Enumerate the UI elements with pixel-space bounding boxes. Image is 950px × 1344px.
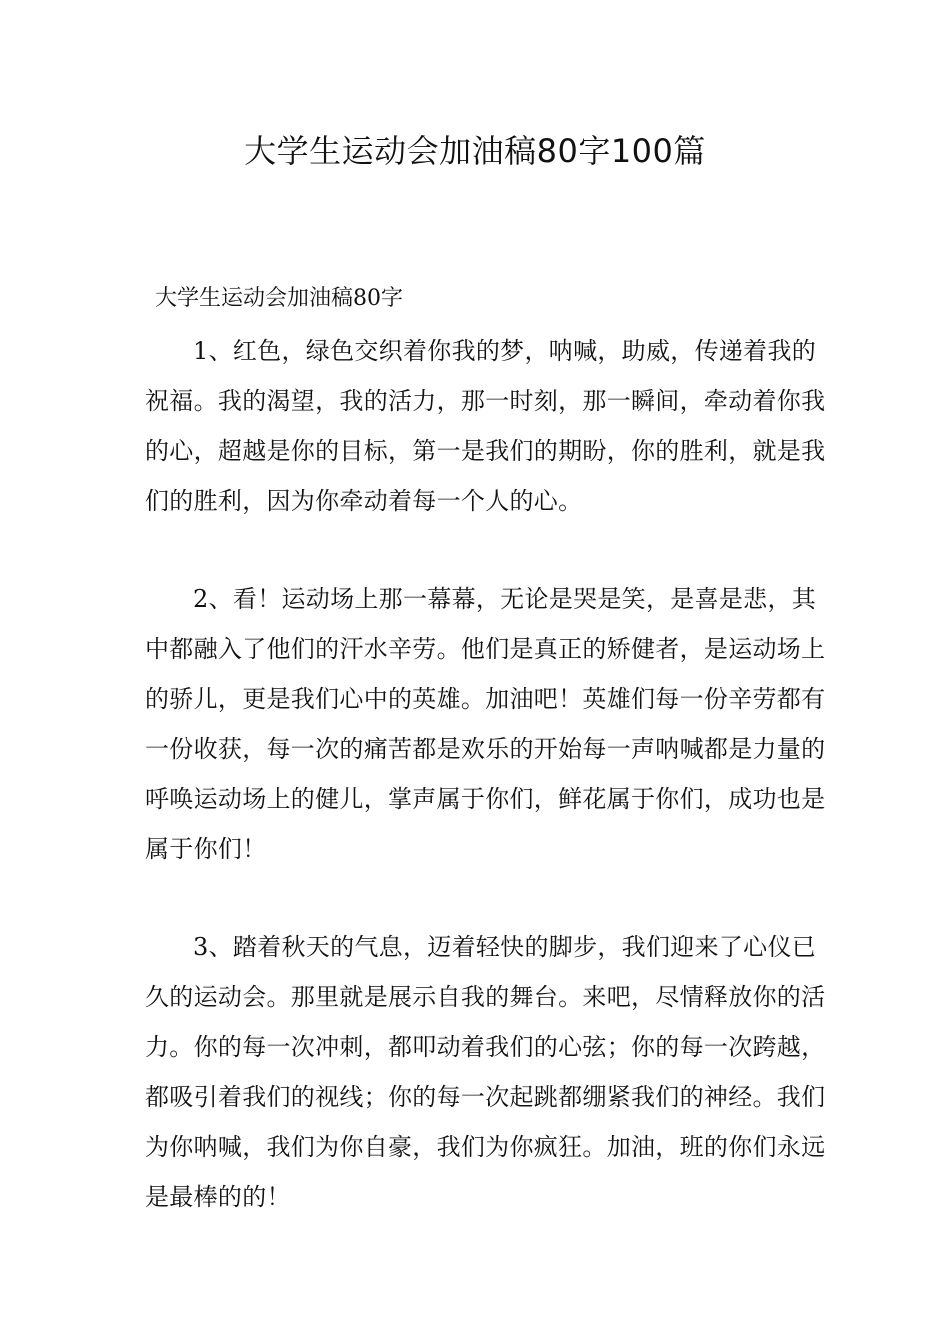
section-heading: 大学生运动会加油稿80字	[155, 286, 403, 311]
document-title: 大学生运动会加油稿80字100篇	[244, 132, 706, 170]
paragraph-1: 1、红色，绿色交织着你我的梦，呐喊，助威，传递着我的祝福。我的渴望，我的活力，那一时刻，那一瞬间，牵动着你我的心，超越是你的目标，第一是我们的期盼，你的胜利，就是我们的胜利，因为你牵动着每一个人的心。	[145, 337, 826, 515]
paragraph-2: 2、看！运动场上那一幕幕，无论是哭是笑，是喜是悲，其中都融入了他们的汗水辛劳。他们是真正的矫健者，是运动场上的骄儿，更是我们心中的英雄。加油吧！英雄们每一份辛劳都有一份收获，每一次的痛苦都是欢乐的开始每一声呐喊都是力量的呼唤运动场上的健儿，掌声属于你们，鲜花属于你们，成功也是属于你们！	[145, 585, 826, 863]
paragraph-3: 3、踏着秋天的气息，迈着轻快的脚步，我们迎来了心仪已久的运动会。那里就是展示自我的舞台。来吧，尽情释放你的活力。你的每一次冲刺，都叩动着我们的心弦；你的每一次跨越，都吸引着我们的视线；你的每一次起跳都绷紧我们的神经。我们为你呐喊，我们为你自豪，我们为你疯狂。加油，班的你们永远是最棒的的！	[145, 933, 826, 1211]
